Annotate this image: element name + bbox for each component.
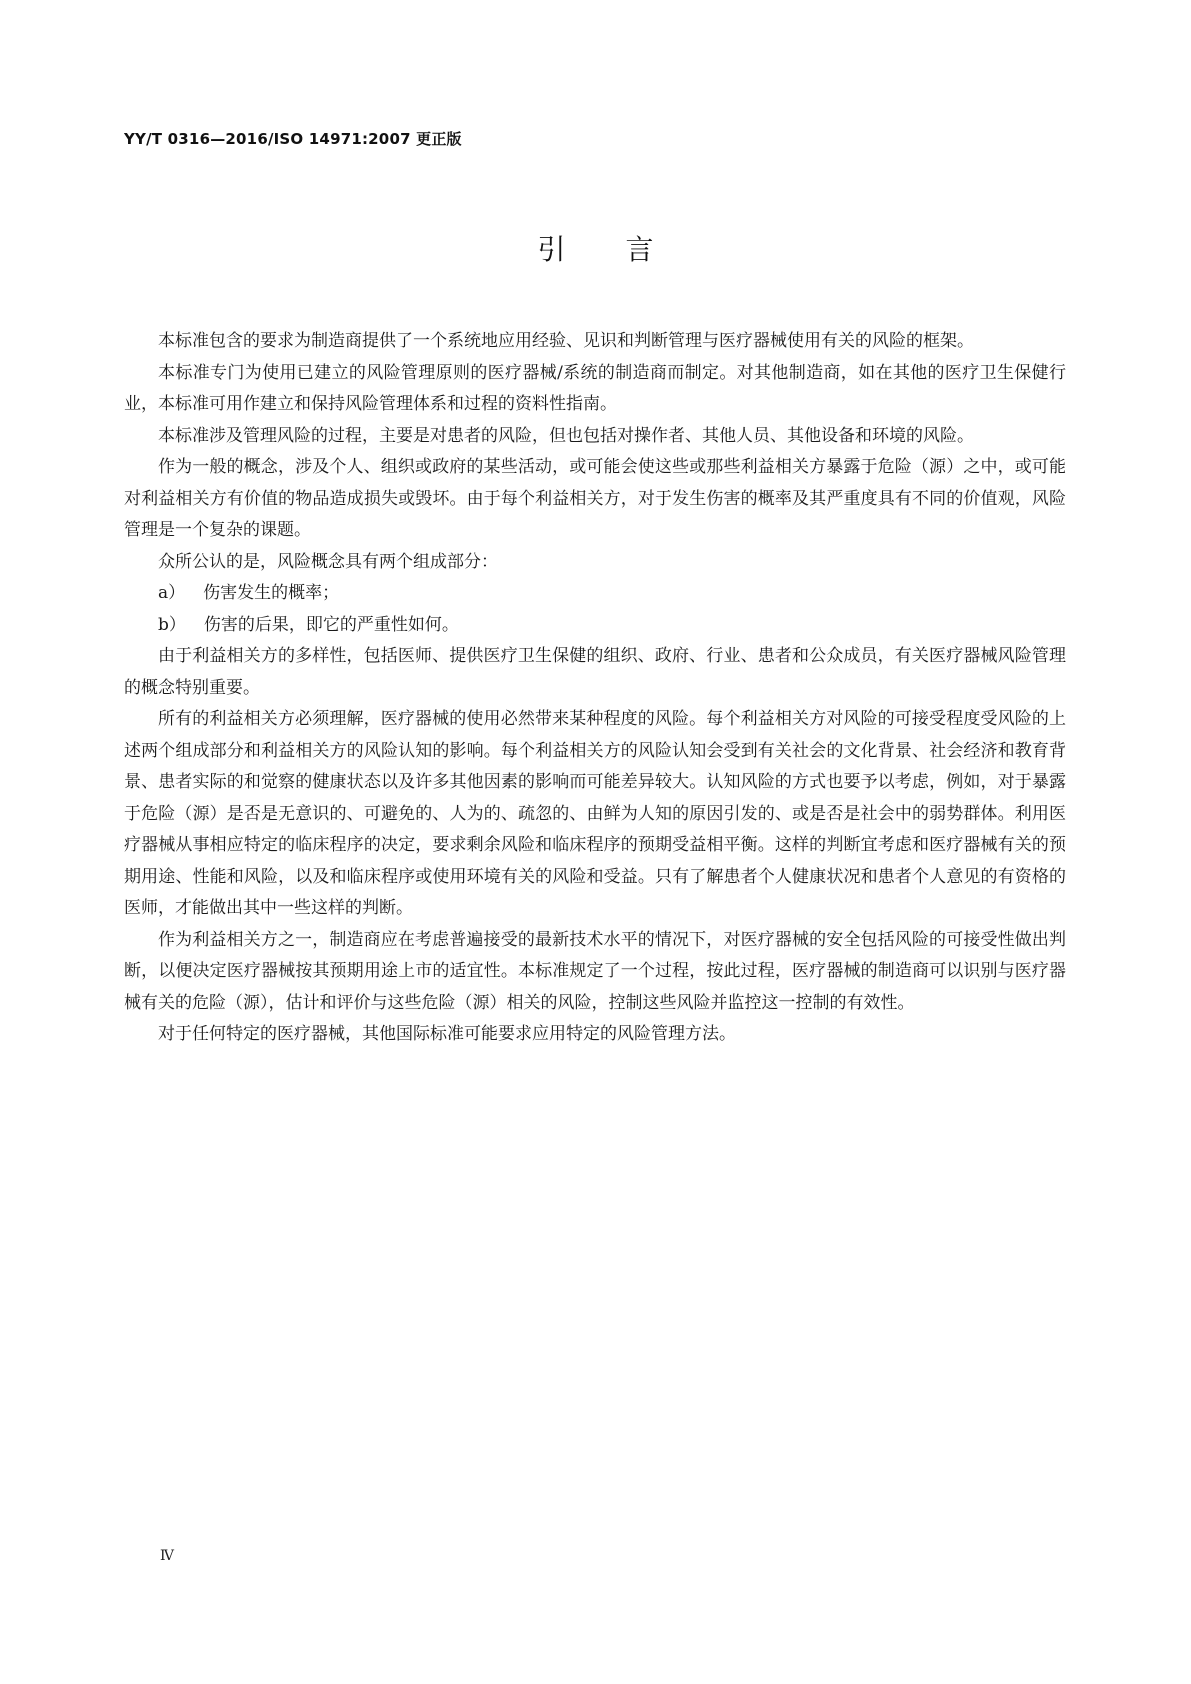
standard-code-header: YY/T 0316—2016/ISO 14971:2007 更正版 [124, 130, 462, 148]
paragraph: 本标准涉及管理风险的过程，主要是对患者的风险，但也包括对操作者、其他人员、其他设备和环境的风险。 [158, 425, 974, 446]
page-title: 引言 [537, 233, 714, 266]
document-body [124, 326, 1066, 1051]
paragraph: 作为利益相关方之一，制造商应在考虑普遍接受的最新技术水平的情况下，对医疗器械的安全包括风险的可接受性做出判断，以便决定医疗器械按其预期用途上市的适宜性。本标准规定了一个过程，按此过程，医疗器械的制造商可以识别与医疗器械有关的危险（源），估计和评价与这些危险（源）相关的风险，控制这些风险并监控这一控制的有效性。 [124, 929, 1066, 1013]
page-number: Ⅳ [160, 1548, 174, 1564]
list-marker: a） [158, 583, 186, 603]
list-text: 伤害的后果，即它的严重性如何。 [203, 614, 459, 635]
list-item [124, 578, 1066, 610]
paragraph: 本标准专门为使用已建立的风险管理原则的医疗器械/系统的制造商而制定。对其他制造商，如在其他的医疗卫生保健行业，本标准可用作建立和保持风险管理体系和过程的资料性指南。 [124, 362, 1066, 414]
list-item [124, 610, 1066, 642]
list-marker: b） [158, 614, 186, 635]
paragraph: 众所公认的是，风险概念具有两个组成部分： [158, 551, 498, 572]
paragraph: 本标准包含的要求为制造商提供了一个系统地应用经验、见识和判断管理与医疗器械使用有关的风险的框架。 [158, 331, 974, 351]
paragraph: 对于任何特定的医疗器械，其他国际标准可能要求应用特定的风险管理方法。 [158, 1024, 736, 1044]
paragraph: 作为一般的概念，涉及个人、组织或政府的某些活动，或可能会使这些或那些利益相关方暴露于危险（源）之中，或可能对利益相关方有价值的物品造成损失或毁坏。由于每个利益相关方，对于发生伤害的概率及其严重度具有不同的价值观，风险管理是一个复杂的课题。 [124, 457, 1066, 540]
list-text: 伤害发生的概率； [203, 583, 340, 603]
paragraph: 所有的利益相关方必须理解，医疗器械的使用必然带来某种程度的风险。每个利益相关方对风险的可接受程度受风险的上述两个组成部分和利益相关方的风险认知的影响。每个利益相关方的风险认知会受到有关社会的文化背景、社会经济和教育背景、患者实际的和觉察的健康状态以及许多其他因素的影响而可能差异较大。认知风险的方式也要予以考虑，例如，对于暴露于危险（源）是否是无意识的、可避免的、人为的、疏忽的、由鲜为人知的原因引发的、或是否是社会中的弱势群体。利用医疗器械从事相应特定的临床程序的决定，要求剩余风险和临床程序的预期受益相平衡。这样的判断宜考虑和医疗器械有关的预期用途、性能和风险，以及和临床程序或使用环境有关的风险和受益。只有了解患者个人健康状况和患者个人意见的有资格的医师，才能做出其中一些这样的判断。 [124, 709, 1066, 918]
paragraph: 由于利益相关方的多样性，包括医师、提供医疗卫生保健的组织、政府、行业、患者和公众成员，有关医疗器械风险管理的概念特别重要。 [124, 646, 1066, 698]
